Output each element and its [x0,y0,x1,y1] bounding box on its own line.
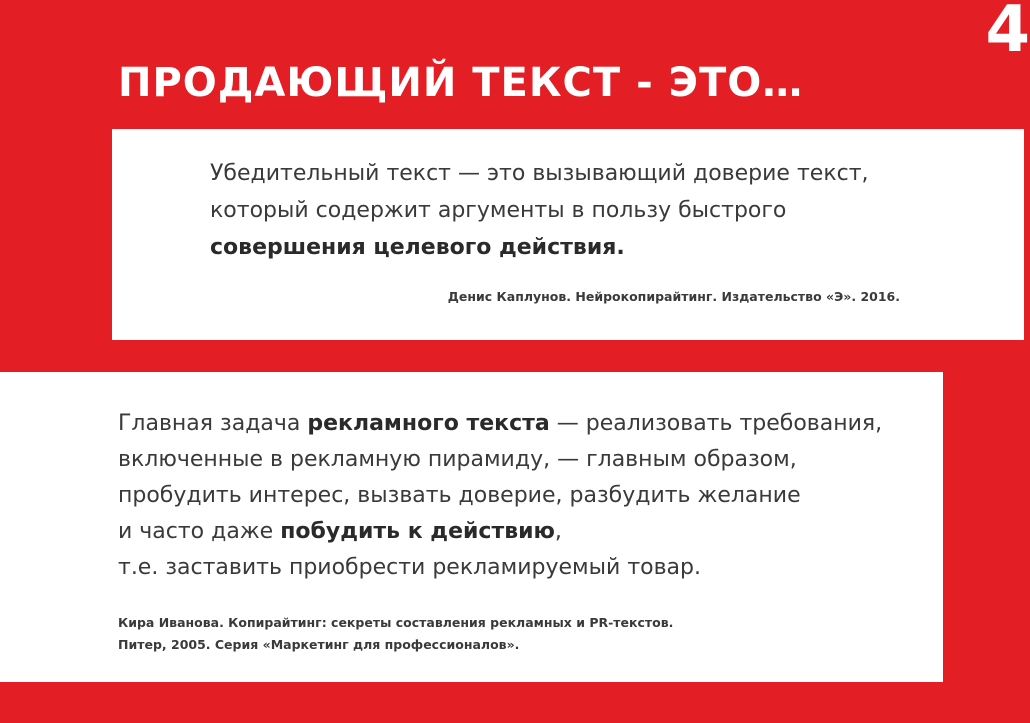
definition-card-2 [0,372,943,682]
quote-2-emphasis-2: побудить к действию [280,519,555,544]
quote-2-text: и часто даже [118,519,281,544]
quote-2-attribution-line-1: Кира Иванова. Копирайтинг: секреты составления рекламных и PR-текстов. [118,615,674,630]
quote-2-text: включенные в рекламную пирамиду, — главным образом, [118,447,797,472]
definition-card-1 [112,129,1024,340]
quote-1-emphasis: совершения целевого действия. [210,235,625,260]
definition-quote-1 [210,155,970,266]
slide-number: 4 [985,0,1030,67]
quote-2-text: Главная задача [118,411,308,436]
definition-quote-2 [118,406,918,586]
quote-2-text: — реализовать требования, [549,411,883,436]
quote-2-text: , [554,519,562,544]
quote-1-line-1: Убедительный текст — это вызывающий доверие текст, [210,161,869,186]
quote-2-attribution-line-2: Питер, 2005. Серия «Маркетинг для профессионалов». [118,637,520,652]
quote-2-emphasis-1: рекламного текста [307,411,550,436]
quote-1-line-2: который содержит аргументы в пользу быстрого [210,198,787,223]
quote-2-text: пробудить интерес, вызвать доверие, разбудить желание [118,483,801,508]
quote-2-text: т.е. заставить приобрести рекламируемый товар. [118,555,701,580]
quote-1-attribution: Денис Каплунов. Нейрокопирайтинг. Издательство «Э». 2016. [447,289,900,304]
quote-2-attribution [118,612,673,656]
slide-title: ПРОДАЮЩИЙ ТЕКСТ - ЭТО… [118,60,804,106]
